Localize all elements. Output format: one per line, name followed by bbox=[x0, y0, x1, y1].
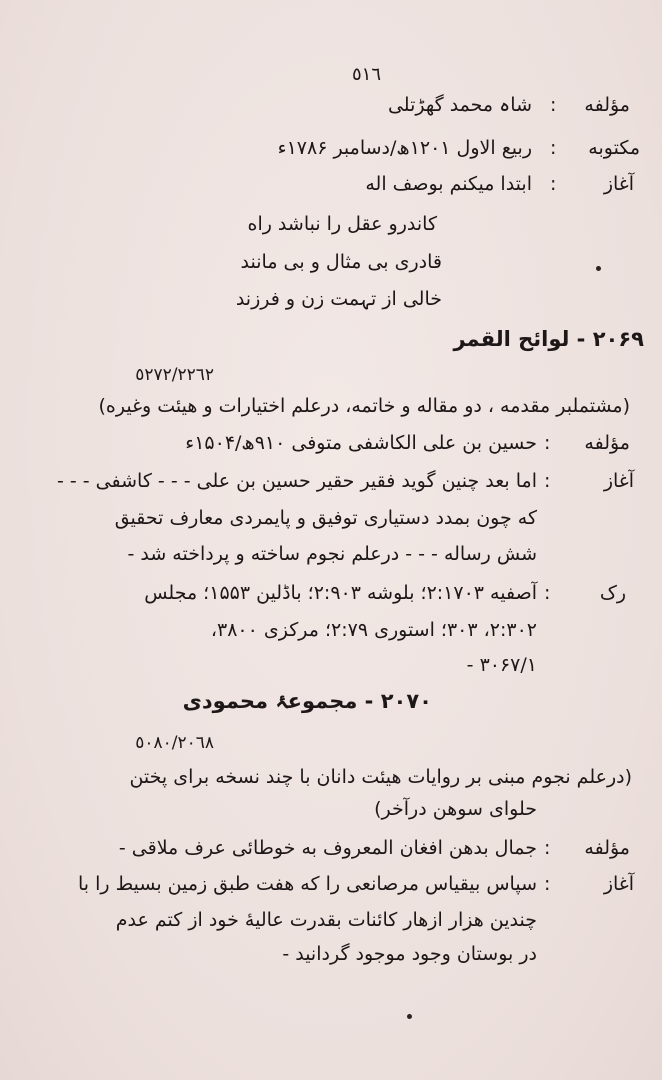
incipit-label: آغاز bbox=[603, 873, 634, 895]
description-line: حلوای سوهن درآخر) bbox=[374, 798, 537, 820]
author-label: مؤلفه bbox=[584, 432, 630, 454]
description-line: (درعلم نجوم مبنی بر روایات هیئت دانان با چند نسخه برای پختن bbox=[129, 766, 632, 788]
incipit-line: که چون بمدد دستیاری توفیق و پایمردی معارف تحقیق bbox=[114, 507, 537, 529]
author-name: حسین بن علی الکاشفی متوفی ۹۱۰ھ/۱۵۰۴ء bbox=[185, 432, 537, 454]
verse-line: قادری بی مثال و بی مانند bbox=[240, 251, 442, 273]
author-label: مؤلفه bbox=[584, 94, 630, 116]
incipit-text: ابتدا میکنم بوصف اله bbox=[365, 173, 532, 195]
incipit-line: در بوستان وجود موجود گردانید - bbox=[282, 943, 537, 965]
colon: : bbox=[550, 137, 557, 159]
shelfmark: ٥٢٧٢/٢٢٦٢ bbox=[135, 365, 214, 385]
references-line: ۳۰۶۷/۱ - bbox=[466, 654, 537, 676]
incipit-line: سپاس بیقیاس مرصانعی را که هفت طبق زمین بسیط را با bbox=[77, 873, 537, 895]
colon: : bbox=[550, 94, 557, 116]
incipit-line: شش رساله - - - درعلم نجوم ساخته و پرداخته شد - bbox=[127, 543, 537, 565]
incipit-label: آغاز bbox=[603, 470, 634, 492]
colon: : bbox=[544, 470, 551, 492]
author-name: جمال بدهن افغان المعروف به خوطائی عرف ملاقی - bbox=[118, 837, 537, 859]
colon: : bbox=[550, 173, 557, 195]
colon: : bbox=[544, 837, 551, 859]
entry-heading: ۲۰۶۹ - لوائح القمر bbox=[453, 327, 644, 351]
author-label: مؤلفه bbox=[584, 837, 630, 859]
ink-dot bbox=[407, 1014, 412, 1019]
references-line: ۲:۳۰۲، ۳۰۳؛ استوری ۲:۷۹؛ مرکزی ۳۸۰۰، bbox=[210, 619, 537, 641]
incipit-line: چندین هزار ازهار کائنات بقدرت عالیهٔ خود از کتم عدم bbox=[115, 909, 537, 931]
entry-heading: ۲۰۷۰ - مجموعۂ محمودی bbox=[182, 689, 432, 713]
verse-line: کاندرو عقل را نباشد راه bbox=[247, 213, 437, 235]
shelfmark: ٥٠٨٠/٢٠٦٨ bbox=[135, 733, 214, 753]
ink-dot bbox=[596, 266, 601, 271]
author-name: شاہ محمد گھڑتلی bbox=[387, 94, 532, 116]
incipit-line: اما بعد چنین گوید فقیر حقیر حسین بن علی - - - کاشفی - - - bbox=[57, 470, 537, 492]
copied-date: ربیع الاول ۱۲۰۱ھ/دسامبر ۱۷۸۶ء bbox=[277, 137, 532, 159]
colon: : bbox=[544, 873, 551, 895]
entry-description: (مشتملبر مقدمه ، دو مقاله و خاتمه، درعلم اختیارات و هیئت وغیره) bbox=[98, 395, 630, 417]
incipit-label: آغاز bbox=[603, 173, 634, 195]
copied-label: مکتوبه bbox=[588, 137, 640, 159]
references-line: آصفیه ۲:۱۷۰۳؛ بلوشه ۲:۹۰۳؛ باڈلین ۱۵۵۳؛ مجلس bbox=[144, 582, 537, 604]
references-label: رک bbox=[599, 582, 626, 604]
verse-line: خالی از تہمت زن و فرزند bbox=[235, 288, 442, 310]
colon: : bbox=[544, 582, 551, 604]
colon: : bbox=[544, 432, 551, 454]
page-number: ٥١٦ bbox=[352, 64, 382, 85]
